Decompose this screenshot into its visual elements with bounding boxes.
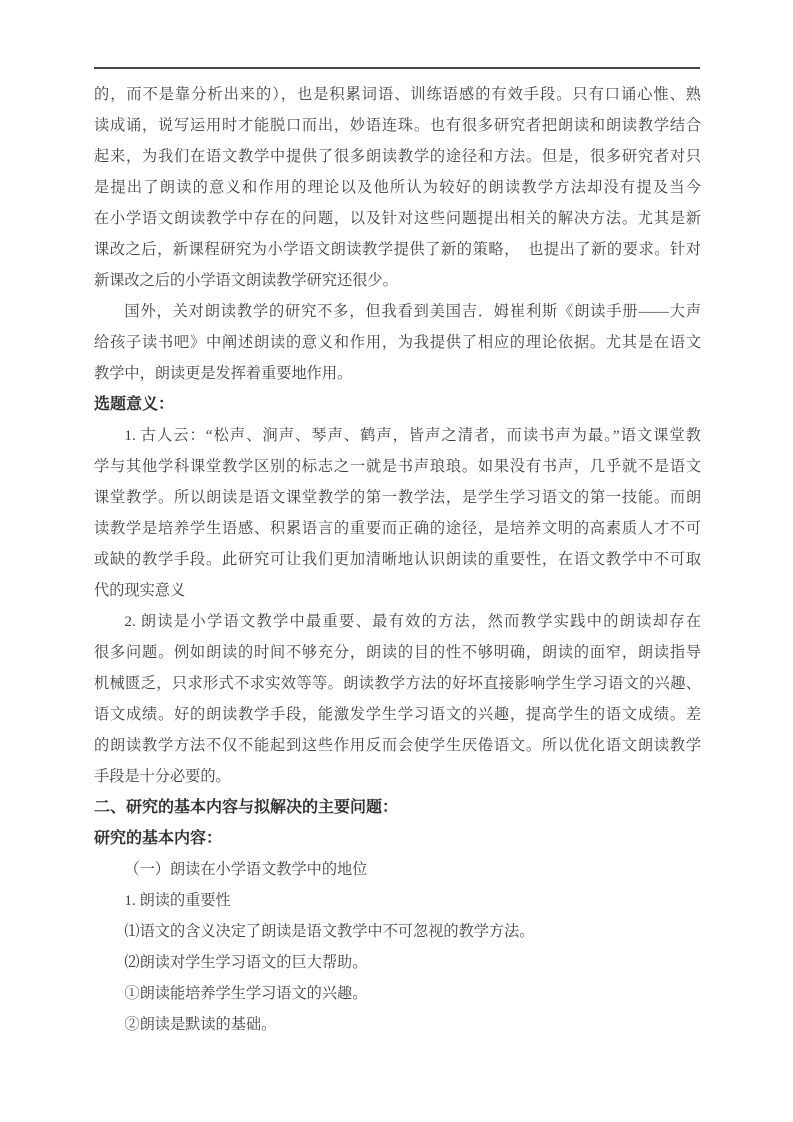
text-line: 2. 朗读是小学语文教学中最重要、最有效的方法，然而教学实践中的朗读却存在 — [124, 613, 701, 630]
text-line: 起来，为我们在语文教学中提供了很多朗读教学的途径和方法。但是，很多研究者对只 — [94, 148, 701, 165]
list-item: ⑵朗读对学生学习语文的巨大帮助。 — [124, 954, 368, 971]
list-item: ①朗读能培养学生学习语文的兴趣。 — [124, 985, 368, 1002]
text-line: 手段是十分必要的。 — [94, 768, 231, 785]
text-line: 学与其他学科课堂教学区别的标志之一就是书声琅琅。如果没有书声，几乎就不是语文 — [94, 458, 701, 475]
text-line: 新课改之后的小学语文朗读教学研究还很少。 — [94, 272, 398, 289]
text-line: 国外，关对朗读教学的研究不多，但我看到美国吉．姆崔利斯《朗读手册——大声 — [124, 303, 701, 320]
text-line: 代的现实意义 — [94, 582, 186, 599]
text-line: 读教学是培养学生语感、积累语言的重要而正确的途径，是培养文明的高素质人才不可 — [94, 520, 701, 537]
text-line: 机械匮乏，只求形式不求实效等等。朗读教学方法的好坏直接影响学生学习语文的兴趣、 — [94, 675, 701, 692]
header-rule — [94, 67, 700, 69]
text-line: 语文成绩。好的朗读教学手段，能激发学生学习语文的兴趣，提高学生的语文成绩。差 — [94, 706, 701, 723]
list-item: ⑴语文的含义决定了朗读是语文教学中不可忽视的教学方法。 — [124, 923, 535, 940]
text-line: 的，而不是靠分析出来的），也是积累词语、训练语感的有效手段。只有口诵心惟、熟 — [94, 86, 701, 103]
heading-topic-significance: 选题意义： — [94, 396, 175, 413]
text-line: 的朗读教学方法不仅不能起到这些作用反而会使学生厌倦语文。所以优化语文朗读教学 — [94, 737, 701, 754]
text-line: 给孩子读书吧》中阐述朗读的意义和作用，为我提供了相应的理论依据。尤其是在语文 — [94, 334, 701, 351]
document-body — [94, 79, 701, 1040]
text-line: 课堂教学。所以朗读是语文课堂教学的第一教学法，是学生学习语文的第一技能。而朗 — [94, 489, 701, 506]
text-line: 很多问题。例如朗读的时间不够充分，朗读的目的性不够明确，朗读的面窄，朗读指导 — [94, 644, 701, 661]
heading-section-two-main-problems: 二、研究的基本内容与拟解决的主要问题： — [94, 799, 399, 816]
text-line: 是提出了朗读的意义和作用的理论以及他所认为较好的朗读教学方法却没有提及当今 — [94, 179, 701, 196]
text-line: 读成诵，说写运用时才能脱口而出，妙语连珠。也有很多研究者把朗读和朗读教学结合 — [94, 117, 701, 134]
text-line: 在小学语文朗读教学中存在的问题，以及针对这些问题提出相关的解决方法。尤其是新 — [94, 210, 701, 227]
heading-research-basic-content: 研究的基本内容： — [94, 830, 223, 847]
text-line: 课改之后，新课程研究为小学语文朗读教学提供了新的策略， 也提出了新的要求。针对 — [94, 241, 701, 258]
list-item: （一）朗读在小学语文教学中的地位 — [124, 861, 368, 878]
list-item: 1. 朗读的重要性 — [124, 892, 231, 909]
text-line: 或缺的教学手段。此研究可让我们更加清晰地认识朗读的重要性，在语文教学中不可取 — [94, 551, 701, 568]
text-line: 教学中，朗读更是发挥着重要地作用。 — [94, 365, 353, 382]
text-line: 1. 古人云：“松声、涧声、琴声、鹤声，皆声之清者，而读书声为最。”语文课堂教 — [124, 427, 701, 444]
list-item: ②朗读是默读的基础。 — [124, 1016, 277, 1033]
